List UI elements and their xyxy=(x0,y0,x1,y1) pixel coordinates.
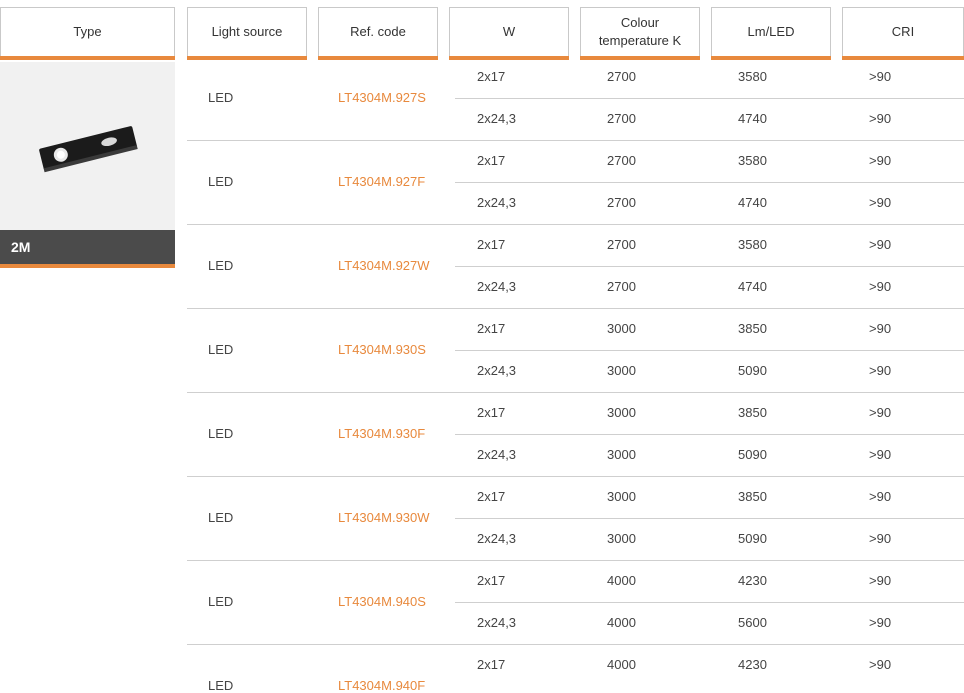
watt-cell: 2x24,3 xyxy=(477,279,517,294)
lumen-cell: 4230 xyxy=(738,657,767,672)
group-divider xyxy=(187,224,964,225)
row-divider xyxy=(455,350,964,351)
cri-cell: >90 xyxy=(869,153,892,168)
group-divider xyxy=(187,476,964,477)
header-light-source-label: Light source xyxy=(211,24,283,39)
row-divider xyxy=(455,518,964,519)
lumen-cell: 4740 xyxy=(738,195,767,210)
watt-cell: 2x17 xyxy=(477,657,506,672)
cri-cell: >90 xyxy=(869,447,892,462)
header-w xyxy=(449,7,569,56)
ref-code-cell: LT4304M.940F xyxy=(338,678,426,693)
colour-temp-cell: 2700 xyxy=(607,153,636,168)
row-divider xyxy=(455,434,964,435)
cri-cell: >90 xyxy=(869,363,892,378)
lumen-cell: 3850 xyxy=(738,405,767,420)
watt-cell: 2x17 xyxy=(477,237,506,252)
cri-cell: >90 xyxy=(869,279,892,294)
header-colour-temperature-label: Colour temperature K xyxy=(598,15,682,48)
cri-cell: >90 xyxy=(869,321,892,336)
header-type-label: Type xyxy=(73,24,102,39)
cri-cell: >90 xyxy=(869,489,892,504)
ref-code-cell: LT4304M.930F xyxy=(338,426,426,441)
watt-cell: 2x17 xyxy=(477,489,506,504)
watt-cell: 2x24,3 xyxy=(477,447,517,462)
colour-temp-cell: 3000 xyxy=(607,447,636,462)
header-lm-led xyxy=(711,7,831,56)
ref-code-cell: LT4304M.930S xyxy=(338,342,426,357)
header-ref-code xyxy=(318,7,438,56)
colour-temp-cell: 2700 xyxy=(607,69,636,84)
ref-code-cell: LT4304M.940S xyxy=(338,594,426,609)
lumen-cell: 5600 xyxy=(738,615,767,630)
lumen-cell: 5090 xyxy=(738,447,767,462)
ref-code-cell: LT4304M.927W xyxy=(338,258,430,273)
lumen-cell: 5090 xyxy=(738,531,767,546)
colour-temp-cell: 3000 xyxy=(607,531,636,546)
colour-temp-cell: 2700 xyxy=(607,195,636,210)
lumen-cell: 4230 xyxy=(738,573,767,588)
cri-cell: >90 xyxy=(869,111,892,126)
lumen-cell: 4740 xyxy=(738,279,767,294)
lumen-cell: 3580 xyxy=(738,69,767,84)
lumen-cell: 3580 xyxy=(738,237,767,252)
lumen-cell: 5090 xyxy=(738,363,767,378)
row-divider xyxy=(455,98,964,99)
cri-cell: >90 xyxy=(869,657,892,672)
watt-cell: 2x17 xyxy=(477,69,506,84)
light-source-cell: LED xyxy=(208,426,234,441)
colour-temp-cell: 3000 xyxy=(607,405,636,420)
product-type-label: 2M xyxy=(0,230,175,264)
row-divider xyxy=(455,602,964,603)
cri-cell: >90 xyxy=(869,573,892,588)
row-divider xyxy=(455,182,964,183)
watt-cell: 2x24,3 xyxy=(477,531,517,546)
watt-cell: 2x24,3 xyxy=(477,111,517,126)
watt-cell: 2x24,3 xyxy=(477,615,517,630)
header-colour-temperature xyxy=(580,7,700,56)
light-source-cell: LED xyxy=(208,174,234,189)
colour-temp-cell: 2700 xyxy=(607,237,636,252)
light-source-cell: LED xyxy=(208,678,234,693)
group-divider xyxy=(187,644,964,645)
row-divider xyxy=(455,266,964,267)
group-divider xyxy=(187,560,964,561)
light-source-cell: LED xyxy=(208,510,234,525)
ref-code-cell: LT4304M.930W xyxy=(338,510,430,525)
light-source-cell: LED xyxy=(208,258,234,273)
ref-code-cell: LT4304M.927S xyxy=(338,90,426,105)
recessed-double-spotlight-icon xyxy=(0,62,175,230)
colour-temp-cell: 4000 xyxy=(607,615,636,630)
colour-temp-cell: 2700 xyxy=(607,279,636,294)
colour-temp-cell: 2700 xyxy=(607,111,636,126)
light-source-cell: LED xyxy=(208,90,234,105)
group-divider xyxy=(187,308,964,309)
lumen-cell: 4740 xyxy=(738,111,767,126)
cri-cell: >90 xyxy=(869,405,892,420)
lumen-cell: 3850 xyxy=(738,489,767,504)
watt-cell: 2x17 xyxy=(477,573,506,588)
product-image xyxy=(0,62,175,230)
header-w-label: W xyxy=(502,24,516,39)
group-divider xyxy=(187,140,964,141)
header-light-source xyxy=(187,7,307,56)
ref-code-cell: LT4304M.927F xyxy=(338,174,426,189)
lumen-cell: 3580 xyxy=(738,153,767,168)
watt-cell: 2x24,3 xyxy=(477,363,517,378)
type-label-accent xyxy=(0,264,175,268)
light-source-cell: LED xyxy=(208,594,234,609)
colour-temp-cell: 4000 xyxy=(607,573,636,588)
colour-temp-cell: 3000 xyxy=(607,363,636,378)
colour-temp-cell: 3000 xyxy=(607,489,636,504)
header-ref-code-label: Ref. code xyxy=(350,24,406,39)
header-lm-led-label: Lm/LED xyxy=(747,24,795,39)
light-source-cell: LED xyxy=(208,342,234,357)
header-type xyxy=(0,7,175,56)
cri-cell: >90 xyxy=(869,615,892,630)
lumen-cell: 3850 xyxy=(738,321,767,336)
watt-cell: 2x24,3 xyxy=(477,195,517,210)
watt-cell: 2x17 xyxy=(477,153,506,168)
cri-cell: >90 xyxy=(869,195,892,210)
watt-cell: 2x17 xyxy=(477,321,506,336)
group-divider xyxy=(187,392,964,393)
cri-cell: >90 xyxy=(869,531,892,546)
colour-temp-cell: 4000 xyxy=(607,657,636,672)
header-cri-label: CRI xyxy=(891,24,915,39)
header-cri xyxy=(842,7,964,56)
colour-temp-cell: 3000 xyxy=(607,321,636,336)
watt-cell: 2x17 xyxy=(477,405,506,420)
cri-cell: >90 xyxy=(869,69,892,84)
cri-cell: >90 xyxy=(869,237,892,252)
